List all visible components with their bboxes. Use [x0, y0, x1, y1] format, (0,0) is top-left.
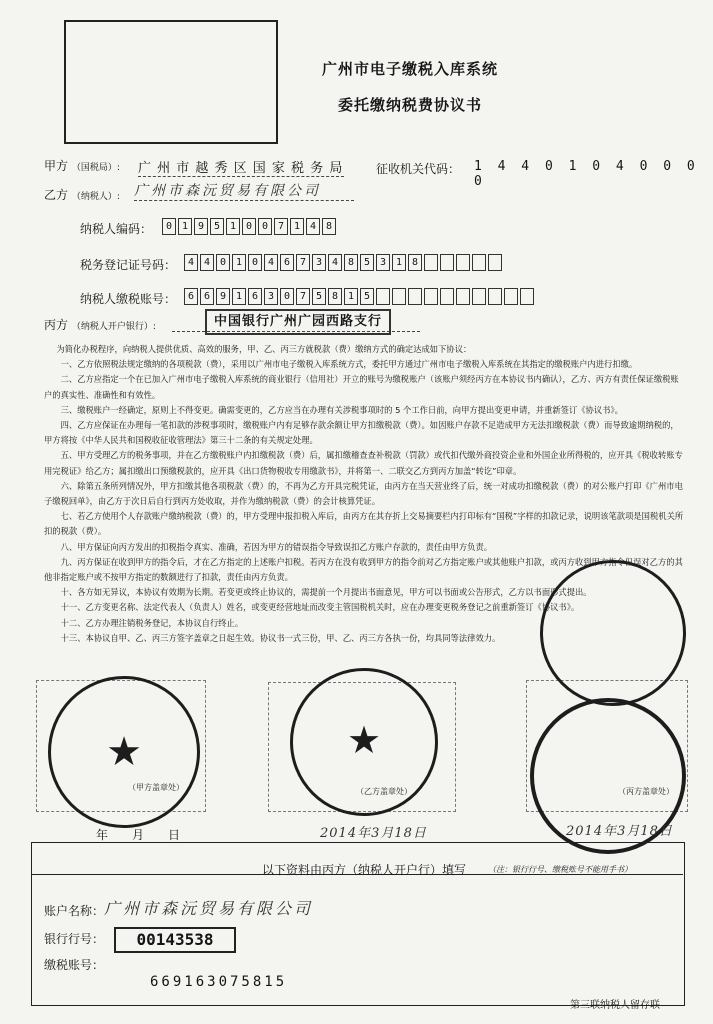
taxpayer-account-digit: [472, 288, 486, 305]
agency-code-value: 1 4 4 0 1 0 4 0 0 0 0: [474, 159, 699, 189]
tax-reg-digit: 4: [328, 254, 342, 271]
party-c-seal-caption: （丙方盖章处）: [618, 787, 674, 796]
taxpayer-account-digit: [504, 288, 518, 305]
tax-reg-digit: 3: [376, 254, 390, 271]
bank-fill-heading: 以下资料由丙方（纳税人开户行）填写: [262, 863, 467, 877]
tax-reg-digit: 8: [408, 254, 422, 271]
party-b-label: 乙方: [44, 188, 69, 202]
taxpayer-account-digit: 0: [280, 288, 294, 305]
taxpayer-account-digit: 1: [232, 288, 246, 305]
taxpayer-account-digit: [392, 288, 406, 305]
tax-reg-digit: 3: [312, 254, 326, 271]
party-c-label: 丙方: [44, 318, 69, 332]
clause: 十一、乙方变更名称、法定代表人（负责人）姓名，或变更经营地址而改变主管国税机关时，应在办理变更税务登记之前重新签订《协议书》。: [60, 602, 580, 613]
tax-reg-digit: 4: [264, 254, 278, 271]
clause: 十、各方如无异议，本协议有效期为长期。若变更或终止协议的，需提前一个月提出书面意见，甲方可以书面或公告形式，乙方以书面形式提出。: [60, 587, 592, 598]
bank-fill-note: （注：银行行号、缴税账号不能用手书）: [488, 865, 632, 874]
account-name-label: 账户名称：: [44, 904, 105, 918]
party-b-role: （纳税人）:: [71, 192, 120, 202]
tax-reg-digit: 0: [248, 254, 262, 271]
taxpayer-account-boxes: [184, 288, 536, 305]
taxpayer-account-digit: [488, 288, 502, 305]
taxpayer-code-digit: 0: [242, 218, 256, 235]
party-c-date: 2014年3月18日: [566, 824, 673, 839]
party-a-row: [44, 157, 120, 174]
party-a-name: 广 州 市 越 秀 区 国 家 税 务 局: [138, 157, 344, 177]
star-icon: ★: [106, 729, 142, 775]
party-c-role: （纳税人开户银行）:: [71, 322, 156, 332]
party-b-seal-caption: （乙方盖章处）: [356, 787, 412, 796]
tax-reg-digit: 6: [280, 254, 294, 271]
tax-reg-boxes: [184, 254, 504, 271]
taxpayer-account-digit: 6: [184, 288, 198, 305]
taxpayer-code-digit: 7: [274, 218, 288, 235]
clause: 十二、乙方办理注销税务登记，本协议自行终止。: [60, 617, 244, 628]
clause: 一、乙方依照税法规定缴纳的各项税款（费），采用以广州市电子缴税入库系统方式，委托甲方通过广州市电子缴税入库系统在其指定的缴税账户内进行扣缴。: [60, 359, 638, 370]
taxpayer-account-digit: 6: [248, 288, 262, 305]
taxpayer-account-digit: 7: [296, 288, 310, 305]
tax-reg-digit: 4: [184, 254, 198, 271]
tax-reg-digit: 5: [360, 254, 374, 271]
party-b-row: [44, 186, 120, 203]
clause: 六、除第五条所列情况外，甲方扣缴其他各项税款（费）的，不再为乙方开具完税凭证，由丙方在当天营业终了后，统一对成功扣缴税款（费）的对公账户打印《广州市电子缴税回单》，由乙方于次日后自行到丙方处收取，并作为缴纳税款（费）的会计核算凭证。: [44, 480, 683, 507]
taxpayer-account-digit: 9: [216, 288, 230, 305]
document-title: 广州市电子缴税入库系统: [321, 60, 498, 78]
tax-account-label: 缴税账号：: [44, 958, 105, 972]
agreement-intro: 为简化办税程序，向纳税人提供优质、高效的服务，甲、乙、丙三方就税款（费）缴纳方式的确定达成如下协议：: [56, 344, 472, 354]
taxpayer-code-digit: 1: [226, 218, 240, 235]
tax-reg-digit: 1: [392, 254, 406, 271]
clause: 三、缴税账户一经确定，原则上不得变更。确需变更的，乙方应当在办理有关涉税事项时的 5 个工作日前，向甲方提出变更申请，并重新签订《协议书》。: [60, 404, 623, 415]
clause: 十三、本协议自甲、乙、丙三方签字盖章之日起生效。协议书一式三份，甲、乙、丙三方各执一份，均具同等法律效力。: [60, 632, 501, 643]
party-a-date: 年 月 日: [96, 828, 181, 842]
taxpayer-code-label: 纳税人编码：: [80, 222, 153, 236]
taxpayer-code-digit: 0: [162, 218, 176, 235]
taxpayer-account-digit: [424, 288, 438, 305]
party-c-seal-secondary: [540, 560, 686, 706]
party-b-date: 2014年3月18日: [320, 826, 427, 841]
tax-reg-digit: 1: [232, 254, 246, 271]
taxpayer-code-digit: 0: [258, 218, 272, 235]
tax-reg-digit: [456, 254, 470, 271]
taxpayer-account-digit: [456, 288, 470, 305]
taxpayer-account-digit: [408, 288, 422, 305]
document-subtitle: 委托缴纳税费协议书: [337, 96, 482, 114]
taxpayer-code-digit: 9: [194, 218, 208, 235]
party-a-role: （国税局）:: [71, 163, 120, 173]
clause: 九、丙方保证在收到甲方的指令后，才在乙方指定的上述账户扣税。若丙方在没有收到甲方的指令前对乙方指定账户或其他账户扣款，或丙方收到甲方指令但误对乙方的其他非指定账户或不按甲方指定的数额进行了扣款，责任由丙方负责。: [44, 556, 683, 583]
party-b-name-handwritten: 广州市森沅贸易有限公司: [134, 180, 354, 201]
party-a-seal-caption: （甲方盖章处）: [128, 783, 184, 792]
taxpayer-code-digit: 1: [290, 218, 304, 235]
party-a-label: 甲方: [44, 159, 69, 173]
tax-reg-digit: [424, 254, 438, 271]
bank-name-stamp: 中国银行广州广园西路支行: [205, 309, 391, 335]
taxpayer-code-digit: 8: [322, 218, 336, 235]
star-icon: ★: [346, 718, 382, 762]
taxpayer-account-digit: 3: [264, 288, 278, 305]
tax-reg-digit: 8: [344, 254, 358, 271]
photo-box: [64, 20, 278, 144]
bank-code-label: 银行行号：: [44, 932, 105, 946]
taxpayer-account-digit: 6: [200, 288, 214, 305]
taxpayer-account-digit: 1: [344, 288, 358, 305]
tax-reg-label: 税务登记证号码：: [80, 258, 177, 272]
account-name-value: 广州市森沅贸易有限公司: [104, 899, 314, 918]
tax-reg-digit: [472, 254, 486, 271]
taxpayer-account-digit: 5: [312, 288, 326, 305]
clause: 八、甲方保证向丙方发出的扣税指令真实、准确，若因为甲方的错误指令导致误扣乙方账户存款的，责任由甲方负责。: [60, 541, 493, 552]
clause: 七、若乙方使用个人存款账户缴纳税款（费）的，甲方受理申报扣税入库后，由丙方在其存折上交易摘要栏内打印标有“国税”字样的扣款记录，说明该笔款项是国税机关所扣的税款（费）。: [44, 511, 684, 537]
clause: 四、乙方应保证在办理每一笔扣款的涉税事项时，缴税账户内有足够存款余额让甲方扣缴税款（费）。如因账户存款不足造成甲方无法扣缴税款（费）而导致逾期纳税的，甲方将按《中华人民共和国税收征收管理法》第三十二条的有关规定处理。: [44, 420, 679, 446]
party-a-seal-svg: [51, 679, 197, 825]
taxpayer-code-digit: 5: [210, 218, 224, 235]
clause: 二、乙方应指定一个在已加入广州市电子缴税入库系统的商业银行（信用社）开立的账号为缴税账户（该账户须经丙方在本协议书内确认），乙方、丙方有责任保证缴税账户的真实性、准确性和有效性。: [44, 374, 679, 400]
taxpayer-account-digit: 5: [360, 288, 374, 305]
party-c-row: [44, 316, 156, 333]
tax-reg-digit: 7: [296, 254, 310, 271]
tax-account-value: 669163075815: [150, 974, 288, 990]
taxpayer-code-digit: 1: [178, 218, 192, 235]
taxpayer-code-digit: 4: [306, 218, 320, 235]
tax-reg-digit: [488, 254, 502, 271]
tax-reg-digit: 4: [200, 254, 214, 271]
taxpayer-account-digit: [520, 288, 534, 305]
agency-code-label: 征收机关代码：: [376, 162, 461, 176]
tax-reg-digit: 0: [216, 254, 230, 271]
taxpayer-account-label: 纳税人缴税账号：: [80, 292, 177, 306]
party-a-seal: [48, 676, 200, 828]
taxpayer-code-boxes: [162, 218, 338, 235]
taxpayer-account-digit: 8: [328, 288, 342, 305]
tax-reg-digit: [440, 254, 454, 271]
taxpayer-account-digit: [376, 288, 390, 305]
bank-code-value: 00143538: [114, 927, 236, 953]
copy-label: 第三联纳税人留存联: [570, 1000, 660, 1011]
clause: 五、甲方受理乙方的税务事项，并在乙方缴税账户内扣缴税款（费）后，属扣缴稽查查补税款（罚款）或代扣代缴外商投资企业和外国企业所得税的，应开具《税收转账专用完税证》给乙方；属扣缴出口预缴税款的，应开具《出口货物税收专用缴款书》，并将第一、二联交乙方到丙方加盖“转讫”印章。: [44, 450, 683, 476]
taxpayer-account-digit: [440, 288, 454, 305]
